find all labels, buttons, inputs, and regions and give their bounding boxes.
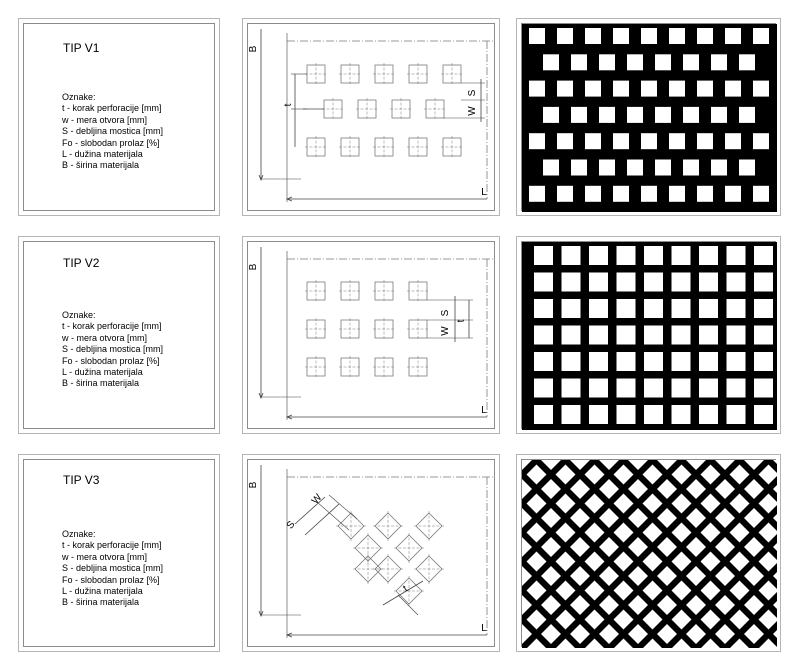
square-hole bbox=[725, 81, 741, 97]
square-hole bbox=[529, 28, 545, 44]
square-hole bbox=[644, 352, 663, 371]
legend-panel-v2 bbox=[18, 236, 220, 434]
square-hole bbox=[617, 246, 636, 265]
square-hole bbox=[697, 81, 713, 97]
legend-item: Fo - slobodan prolaz [%] bbox=[62, 355, 160, 366]
diamond-hole bbox=[788, 523, 800, 543]
diamond-hole bbox=[672, 436, 692, 456]
legend-item: w - mera otvora [mm] bbox=[62, 551, 148, 562]
dimension-t-label: t bbox=[456, 319, 467, 323]
square-hole bbox=[617, 352, 636, 371]
square-hole bbox=[641, 28, 657, 44]
square-hole bbox=[754, 273, 773, 292]
square-hole bbox=[543, 107, 559, 123]
dimension-ext bbox=[317, 502, 349, 530]
pattern-panel-v1 bbox=[516, 18, 781, 216]
legend-item: t - korak perforacije [mm] bbox=[62, 321, 162, 332]
legend-list bbox=[62, 92, 163, 172]
legend-item: B - širina materijala bbox=[62, 597, 140, 608]
legend-list bbox=[62, 310, 163, 390]
dimension-w-label: W bbox=[440, 326, 451, 336]
legend-item: S - debljina mostica [mm] bbox=[62, 563, 164, 574]
square-hole bbox=[699, 352, 718, 371]
diamond-hole bbox=[585, 436, 605, 456]
square-hole bbox=[727, 273, 746, 292]
square-hole bbox=[644, 326, 663, 345]
square-hole bbox=[672, 246, 691, 265]
square-hole bbox=[655, 107, 671, 123]
square-hole bbox=[697, 133, 713, 149]
square-hole bbox=[585, 81, 601, 97]
square-hole bbox=[589, 326, 608, 345]
square-hole bbox=[683, 107, 699, 123]
square-hole bbox=[534, 273, 553, 292]
square-hole bbox=[599, 54, 615, 70]
diamond-hole bbox=[788, 465, 800, 485]
square-hole bbox=[672, 379, 691, 398]
tip-title: TIP V2 bbox=[63, 256, 100, 270]
dimension-w-label: W bbox=[309, 492, 325, 507]
square-hole bbox=[617, 273, 636, 292]
square-hole bbox=[571, 54, 587, 70]
legend-heading: Oznake: bbox=[62, 92, 96, 102]
square-hole bbox=[727, 352, 746, 371]
square-hole bbox=[589, 405, 608, 424]
square-hole bbox=[754, 326, 773, 345]
square-hole bbox=[699, 379, 718, 398]
dimension-w-line bbox=[305, 504, 339, 535]
legend-item: Fo - slobodan prolaz [%] bbox=[62, 137, 160, 148]
technical-drawing-v2 bbox=[243, 237, 501, 435]
diamond-hole bbox=[788, 581, 800, 601]
square-hole bbox=[725, 133, 741, 149]
dimension-b-label: B bbox=[248, 45, 259, 53]
square-hole bbox=[727, 246, 746, 265]
square-hole bbox=[599, 107, 615, 123]
square-hole bbox=[672, 299, 691, 318]
square-hole bbox=[669, 186, 685, 202]
dimension-w-label: W bbox=[467, 106, 478, 116]
diamond-hole bbox=[556, 436, 576, 456]
square-hole bbox=[644, 273, 663, 292]
square-hole bbox=[711, 107, 727, 123]
dimension-b-label: B bbox=[248, 481, 259, 489]
square-hole bbox=[617, 299, 636, 318]
square-hole bbox=[725, 28, 741, 44]
diamond-hole bbox=[788, 494, 800, 514]
square-hole bbox=[534, 405, 553, 424]
square-hole bbox=[754, 352, 773, 371]
dimension-s-label: S bbox=[467, 89, 478, 97]
square-hole bbox=[589, 273, 608, 292]
perforated-sheet-v3 bbox=[517, 455, 782, 653]
square-hole bbox=[644, 379, 663, 398]
square-hole bbox=[727, 379, 746, 398]
square-hole bbox=[557, 28, 573, 44]
square-hole bbox=[753, 186, 769, 202]
square-hole bbox=[641, 81, 657, 97]
square-hole bbox=[711, 54, 727, 70]
square-hole bbox=[589, 379, 608, 398]
legend-item: B - širina materijala bbox=[62, 160, 140, 171]
square-hole bbox=[571, 160, 587, 176]
pattern-panel-v2 bbox=[516, 236, 781, 434]
square-hole bbox=[754, 405, 773, 424]
square-hole bbox=[754, 379, 773, 398]
square-hole bbox=[753, 81, 769, 97]
square-hole bbox=[655, 54, 671, 70]
square-hole bbox=[534, 299, 553, 318]
legend-item: L - dužina materijala bbox=[62, 367, 143, 378]
legend-item: t - korak perforacije [mm] bbox=[62, 103, 162, 114]
square-hole bbox=[739, 54, 755, 70]
square-hole bbox=[585, 186, 601, 202]
square-hole bbox=[617, 379, 636, 398]
square-hole bbox=[699, 273, 718, 292]
legend-item: L - dužina materijala bbox=[62, 586, 143, 597]
dimension-s-label: S bbox=[284, 519, 298, 532]
square-hole bbox=[543, 54, 559, 70]
technical-drawing-v3 bbox=[243, 455, 501, 653]
square-hole bbox=[727, 326, 746, 345]
square-hole bbox=[571, 107, 587, 123]
dimension-t-label: t bbox=[401, 583, 410, 595]
tip-title: TIP V3 bbox=[63, 473, 100, 487]
square-hole bbox=[739, 160, 755, 176]
diamond-hole bbox=[788, 610, 800, 630]
legend-item: t - korak perforacije [mm] bbox=[62, 540, 162, 551]
diamond-hole bbox=[643, 436, 663, 456]
drawing-panel-v2 bbox=[242, 236, 500, 434]
legend-list bbox=[62, 529, 163, 609]
square-hole bbox=[669, 133, 685, 149]
square-hole bbox=[641, 133, 657, 149]
square-hole bbox=[672, 405, 691, 424]
square-hole bbox=[669, 81, 685, 97]
square-hole bbox=[739, 107, 755, 123]
square-hole bbox=[699, 326, 718, 345]
legend-item: S - debljina mostica [mm] bbox=[62, 126, 164, 137]
square-hole bbox=[617, 405, 636, 424]
square-hole bbox=[669, 28, 685, 44]
dimension-l-label: L bbox=[481, 405, 487, 416]
legend-item: S - debljina mostica [mm] bbox=[62, 344, 164, 355]
square-hole bbox=[627, 160, 643, 176]
square-hole bbox=[711, 160, 727, 176]
square-hole bbox=[589, 352, 608, 371]
square-hole bbox=[727, 405, 746, 424]
square-hole bbox=[699, 299, 718, 318]
legend-panel-v1 bbox=[18, 18, 220, 216]
square-hole bbox=[754, 299, 773, 318]
dimension-b-label: B bbox=[248, 263, 259, 271]
legend-heading: Oznake: bbox=[62, 529, 96, 539]
square-hole bbox=[562, 405, 581, 424]
square-hole bbox=[613, 186, 629, 202]
tip-title: TIP V1 bbox=[63, 41, 100, 55]
legend-panel-v3 bbox=[18, 454, 220, 652]
pattern-panel-v3 bbox=[516, 454, 781, 652]
legend-item: w - mera otvora [mm] bbox=[62, 114, 148, 125]
diamond-hole bbox=[498, 436, 518, 456]
square-hole bbox=[543, 160, 559, 176]
square-hole bbox=[754, 246, 773, 265]
square-hole bbox=[753, 28, 769, 44]
diamond-hole bbox=[759, 436, 779, 456]
square-hole bbox=[683, 54, 699, 70]
technical-drawing-v1 bbox=[243, 19, 501, 217]
square-hole bbox=[599, 160, 615, 176]
diamond-hole bbox=[527, 436, 547, 456]
square-hole bbox=[562, 246, 581, 265]
square-hole bbox=[683, 160, 699, 176]
square-hole bbox=[672, 352, 691, 371]
square-hole bbox=[613, 133, 629, 149]
square-hole bbox=[641, 186, 657, 202]
square-hole bbox=[562, 299, 581, 318]
square-hole bbox=[529, 81, 545, 97]
square-hole bbox=[617, 326, 636, 345]
square-hole bbox=[589, 246, 608, 265]
square-hole bbox=[644, 299, 663, 318]
square-hole bbox=[562, 273, 581, 292]
square-hole bbox=[672, 273, 691, 292]
square-hole bbox=[562, 326, 581, 345]
square-hole bbox=[699, 246, 718, 265]
dimension-t-label: t bbox=[283, 103, 294, 107]
square-hole bbox=[672, 326, 691, 345]
square-hole bbox=[534, 379, 553, 398]
square-hole bbox=[627, 54, 643, 70]
metal-plate bbox=[522, 24, 777, 212]
square-hole bbox=[613, 28, 629, 44]
square-hole bbox=[529, 133, 545, 149]
dimension-ext bbox=[329, 495, 357, 519]
square-hole bbox=[727, 299, 746, 318]
square-hole bbox=[562, 352, 581, 371]
square-hole bbox=[699, 405, 718, 424]
square-hole bbox=[562, 379, 581, 398]
drawing-panel-v1 bbox=[242, 18, 500, 216]
square-hole bbox=[534, 352, 553, 371]
square-hole bbox=[557, 81, 573, 97]
diamond-hole bbox=[614, 436, 634, 456]
diamond-hole bbox=[730, 436, 750, 456]
square-hole bbox=[725, 186, 741, 202]
square-hole bbox=[655, 160, 671, 176]
dimension-l-label: L bbox=[481, 187, 487, 198]
legend-item: Fo - slobodan prolaz [%] bbox=[62, 574, 160, 585]
square-hole bbox=[557, 186, 573, 202]
square-hole bbox=[627, 107, 643, 123]
diamond-hole bbox=[701, 436, 721, 456]
square-hole bbox=[697, 28, 713, 44]
drawing-panel-v3 bbox=[242, 454, 500, 652]
square-hole bbox=[534, 246, 553, 265]
square-hole bbox=[529, 186, 545, 202]
square-hole bbox=[534, 326, 553, 345]
dimension-l-label: L bbox=[481, 623, 487, 634]
legend-item: L - dužina materijala bbox=[62, 149, 143, 160]
diamond-hole bbox=[788, 436, 800, 456]
legend-item: B - širina materijala bbox=[62, 378, 140, 389]
square-hole bbox=[753, 133, 769, 149]
diamond-hole bbox=[788, 552, 800, 572]
square-hole bbox=[613, 81, 629, 97]
square-hole bbox=[697, 186, 713, 202]
square-hole bbox=[644, 246, 663, 265]
legend-item: w - mera otvora [mm] bbox=[62, 332, 148, 343]
diamond-hole bbox=[788, 639, 800, 659]
dimension-s-label: S bbox=[440, 309, 451, 317]
square-hole bbox=[557, 133, 573, 149]
square-hole bbox=[644, 405, 663, 424]
square-hole bbox=[585, 133, 601, 149]
square-hole bbox=[585, 28, 601, 44]
square-hole bbox=[589, 299, 608, 318]
perforated-sheet-v1 bbox=[517, 19, 782, 217]
legend-heading: Oznake: bbox=[62, 310, 96, 320]
perforated-sheet-v2 bbox=[517, 237, 782, 435]
